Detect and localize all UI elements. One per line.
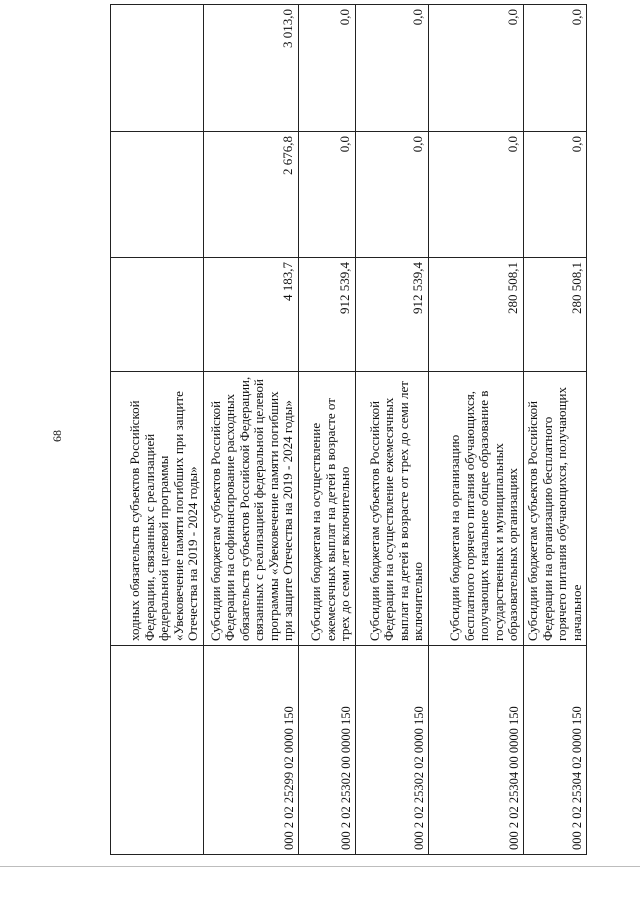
table-row [111, 5, 204, 855]
row-value-3: 0,0 [524, 5, 587, 132]
budget-table-container [110, 9, 595, 855]
row-value-3 [111, 5, 204, 132]
row-name: Субсидии бюджетам на осуществление ежемесячных выплат на детей в возрасте от трех до семи лет включительно [299, 372, 356, 646]
table-row [204, 5, 299, 855]
row-name: Субсидии бюджетам субъектов Российской Федерации на осуществление ежемесячных выплат на детей в возрасте от трех до семи лет включительно [356, 372, 429, 646]
row-code: 000 2 02 25299 02 0000 150 [204, 646, 299, 855]
row-value-3: 0,0 [429, 5, 524, 132]
row-value-2: 2 676,8 [204, 132, 299, 258]
row-value-2: 0,0 [299, 132, 356, 258]
row-code [111, 646, 204, 855]
row-value-3: 0,0 [299, 5, 356, 132]
row-name: ходных обязательств субъектов Российской Федерации, связанных с реализацией федеральной целевой программы «Увековечение памяти погибших при защите Отечества на 2019 - 2024 годы» [111, 372, 204, 646]
row-value-1 [111, 258, 204, 372]
table-row [299, 5, 356, 855]
row-value-2: 0,0 [429, 132, 524, 258]
table-row [524, 5, 587, 855]
page-bottom-rule [0, 866, 640, 867]
row-value-2: 0,0 [356, 132, 429, 258]
budget-table [110, 4, 587, 855]
row-code: 000 2 02 25302 02 0000 150 [356, 646, 429, 855]
row-value-1: 280 508,1 [429, 258, 524, 372]
row-name: Субсидии бюджетам на организацию бесплатного горячего питания обучающихся, получающих начальное общее образование в государственных и муниципальных образовательных организациях [429, 372, 524, 646]
row-value-3: 3 013,0 [204, 5, 299, 132]
table-row [356, 5, 429, 855]
row-value-1: 912 539,4 [356, 258, 429, 372]
row-value-1: 280 508,1 [524, 258, 587, 372]
row-name: Субсидии бюджетам субъектов Российской Федерации на софинансирование расходных обязательств субъектов Российской Федерации, связанных с реализацией федеральной целевой программы «Увековечение памяти погибших при защите Отечества на 2019 - 2024 годы» [204, 372, 299, 646]
row-value-1: 912 539,4 [299, 258, 356, 372]
row-value-2: 0,0 [524, 132, 587, 258]
table-row [429, 5, 524, 855]
row-code: 000 2 02 25302 00 0000 150 [299, 646, 356, 855]
row-value-1: 4 183,7 [204, 258, 299, 372]
row-code: 000 2 02 25304 00 0000 150 [429, 646, 524, 855]
row-value-2 [111, 132, 204, 258]
row-name: Субсидии бюджетам субъектов Российской Федерации на организацию бесплатного горячего питания обучающихся, получающих начальное [524, 372, 587, 646]
page-number: 68 [50, 430, 64, 442]
row-value-3: 0,0 [356, 5, 429, 132]
row-code: 000 2 02 25304 02 0000 150 [524, 646, 587, 855]
